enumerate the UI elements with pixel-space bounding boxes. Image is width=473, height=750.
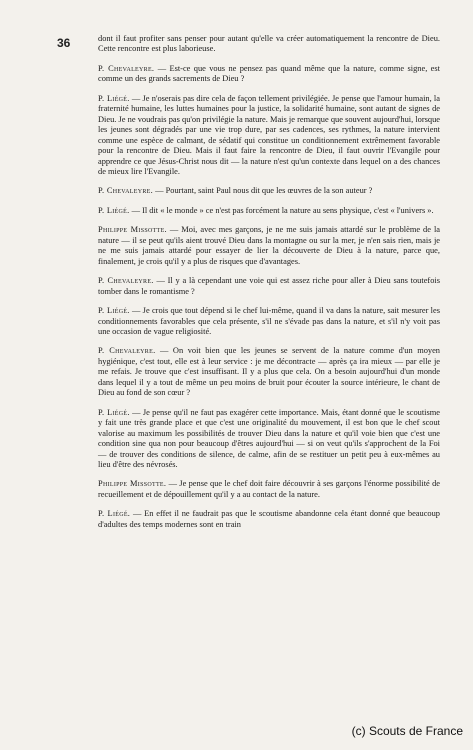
- paragraph: [98, 34, 440, 55]
- paragraph-text: — Je pense que le chef doit faire découvrir à ses garçons l'énorme possibilité de recueillement et de dépouillement qu'il y a au contact de la nature.: [98, 479, 440, 499]
- paragraph: [98, 186, 440, 196]
- paragraph: [98, 509, 440, 530]
- paragraph-text: — Moi, avec mes garçons, je ne me suis jamais attardé sur le problème de la nature — il se peut qu'ils aient trouvé Dieu dans la montagne ou sur la mer, je n'en sais rien, mais je ne me suis jamais attardé pour essayer de lier la découverte de Dieu à la nature, parce que, finalement, je crois qu'il y a plus de risques que d'avantages.: [98, 225, 440, 266]
- paragraph-text: — Je n'oserais pas dire cela de façon tellement privilégiée. Je pense que l'amour humain, la fraternité humaine, les luttes humaines pour la justice, la solidarité humaine, sont autant de signes de Dieu. Je ne voudrais pas qu'on privilégie la nature. Mais je remarque que souvent aujourd'hui, lorsque les jeunes sont dégradés par une vie trop dure, par ses cadences, ses rythmes, la nature intervient comme une espèce de calmant, de sédatif qui constitue un conditionnement extrêmement favorable pour la rencontre de Dieu. Mais il faut faire la rencontre de Dieu, il faut ouvrir l'Evangile pour apprendre ce que Jésus-Christ nous dit — la nature n'est qu'un contexte dans lequel on a des chances de mieux lire l'Evangile.: [98, 93, 440, 176]
- paragraph-text: — Pourtant, saint Paul nous dit que les œuvres de la son auteur ?: [153, 186, 373, 196]
- paragraph: [98, 306, 440, 337]
- speaker-name: P. Liégé.: [98, 306, 130, 316]
- paragraph-text: — Il y a là cependant une voie qui est assez riche pour aller à Dieu sans toutefois tomber dans le romantisme ?: [98, 276, 440, 296]
- page-body: [98, 34, 440, 539]
- speaker-name: P. Chevaleyre.: [98, 276, 154, 286]
- paragraph: [98, 408, 440, 471]
- copyright-notice: (c) Scouts de France: [351, 724, 463, 738]
- page-number: 36: [57, 36, 71, 50]
- speaker-name: P. Liégé.: [98, 205, 130, 215]
- speaker-name: Philippe Missotte.: [98, 479, 167, 489]
- speaker-name: P. Liégé.: [98, 509, 131, 519]
- speaker-name: P. Chevaleyre.: [98, 63, 155, 73]
- paragraph-text: — En effet il ne faudrait pas que le scoutisme abandonne cela étant donné que beaucoup d'adultes des temps modernes sont en train: [98, 509, 440, 529]
- speaker-name: P. Liégé.: [98, 93, 130, 103]
- speaker-name: P. Liégé.: [98, 407, 130, 417]
- speaker-name: P. Chevaleyre.: [98, 346, 156, 356]
- paragraph: [98, 479, 440, 500]
- paragraph-text: — Il dit « le monde » ce n'est pas forcément la nature au sens physique, c'est « l'univers ».: [129, 205, 434, 215]
- paragraph: [98, 225, 440, 267]
- paragraph-text: — Je pense qu'il ne faut pas exagérer cette importance. Mais, étant donné que le scoutisme y fait une très grande place et que c'est une originalité du mouvement, il est bon que le chef scout valorise au maximum les possibilités de trouver Dieu dans la nature et qu'il voie bien que c'est une condition sine qua non pour beaucoup d'êtres aujourd'hui — si on veut qu'ils s'approchent de la Foi — de trouver des conditions de silence, de calme, afin de se restituer un petit peu à eux-mêmes au lieu d'être des névrosés.: [98, 407, 440, 469]
- paragraph: [98, 346, 440, 398]
- speaker-name: P. Chevaleyre.: [98, 186, 154, 196]
- paragraph: [98, 64, 440, 85]
- paragraph-text: — Est-ce que vous ne pensez pas quand même que la nature, comme signe, est comme un des grands sacrements de Dieu ?: [98, 63, 440, 84]
- paragraph-text: — On voit bien que les jeunes se servent de la nature comme d'un moyen hygiénique, c'est tout, elle est à leur service : je me décontracte — après ça ira mieux — par elle je me refais. Je trouve que c'est insuffisant. Il y a plus que cela. On a besoin aujourd'hui d'un monde dans lequel il y a tout de même un peu moins de bruit pour écouter la source intérieure, le chant de Dieu au fond de son cœur ?: [98, 346, 440, 398]
- paragraph: [98, 206, 440, 216]
- paragraph-text: — Je crois que tout dépend si le chef lui-même, quand il va dans la nature, sait mesurer les conditionnements favorables que cela présente, s'il ne s'évade pas dans la nature, et s'il n'y voit pas une occasion de vague religiosité.: [98, 306, 440, 336]
- speaker-name: Philippe Missotte.: [98, 225, 167, 235]
- paragraph-text: dont il faut profiter sans penser pour autant qu'elle va créer automatiquement la rencontre de Dieu. Cette rencontre est plus laborieuse.: [98, 34, 440, 54]
- paragraph: [98, 276, 440, 297]
- paragraph: [98, 94, 440, 178]
